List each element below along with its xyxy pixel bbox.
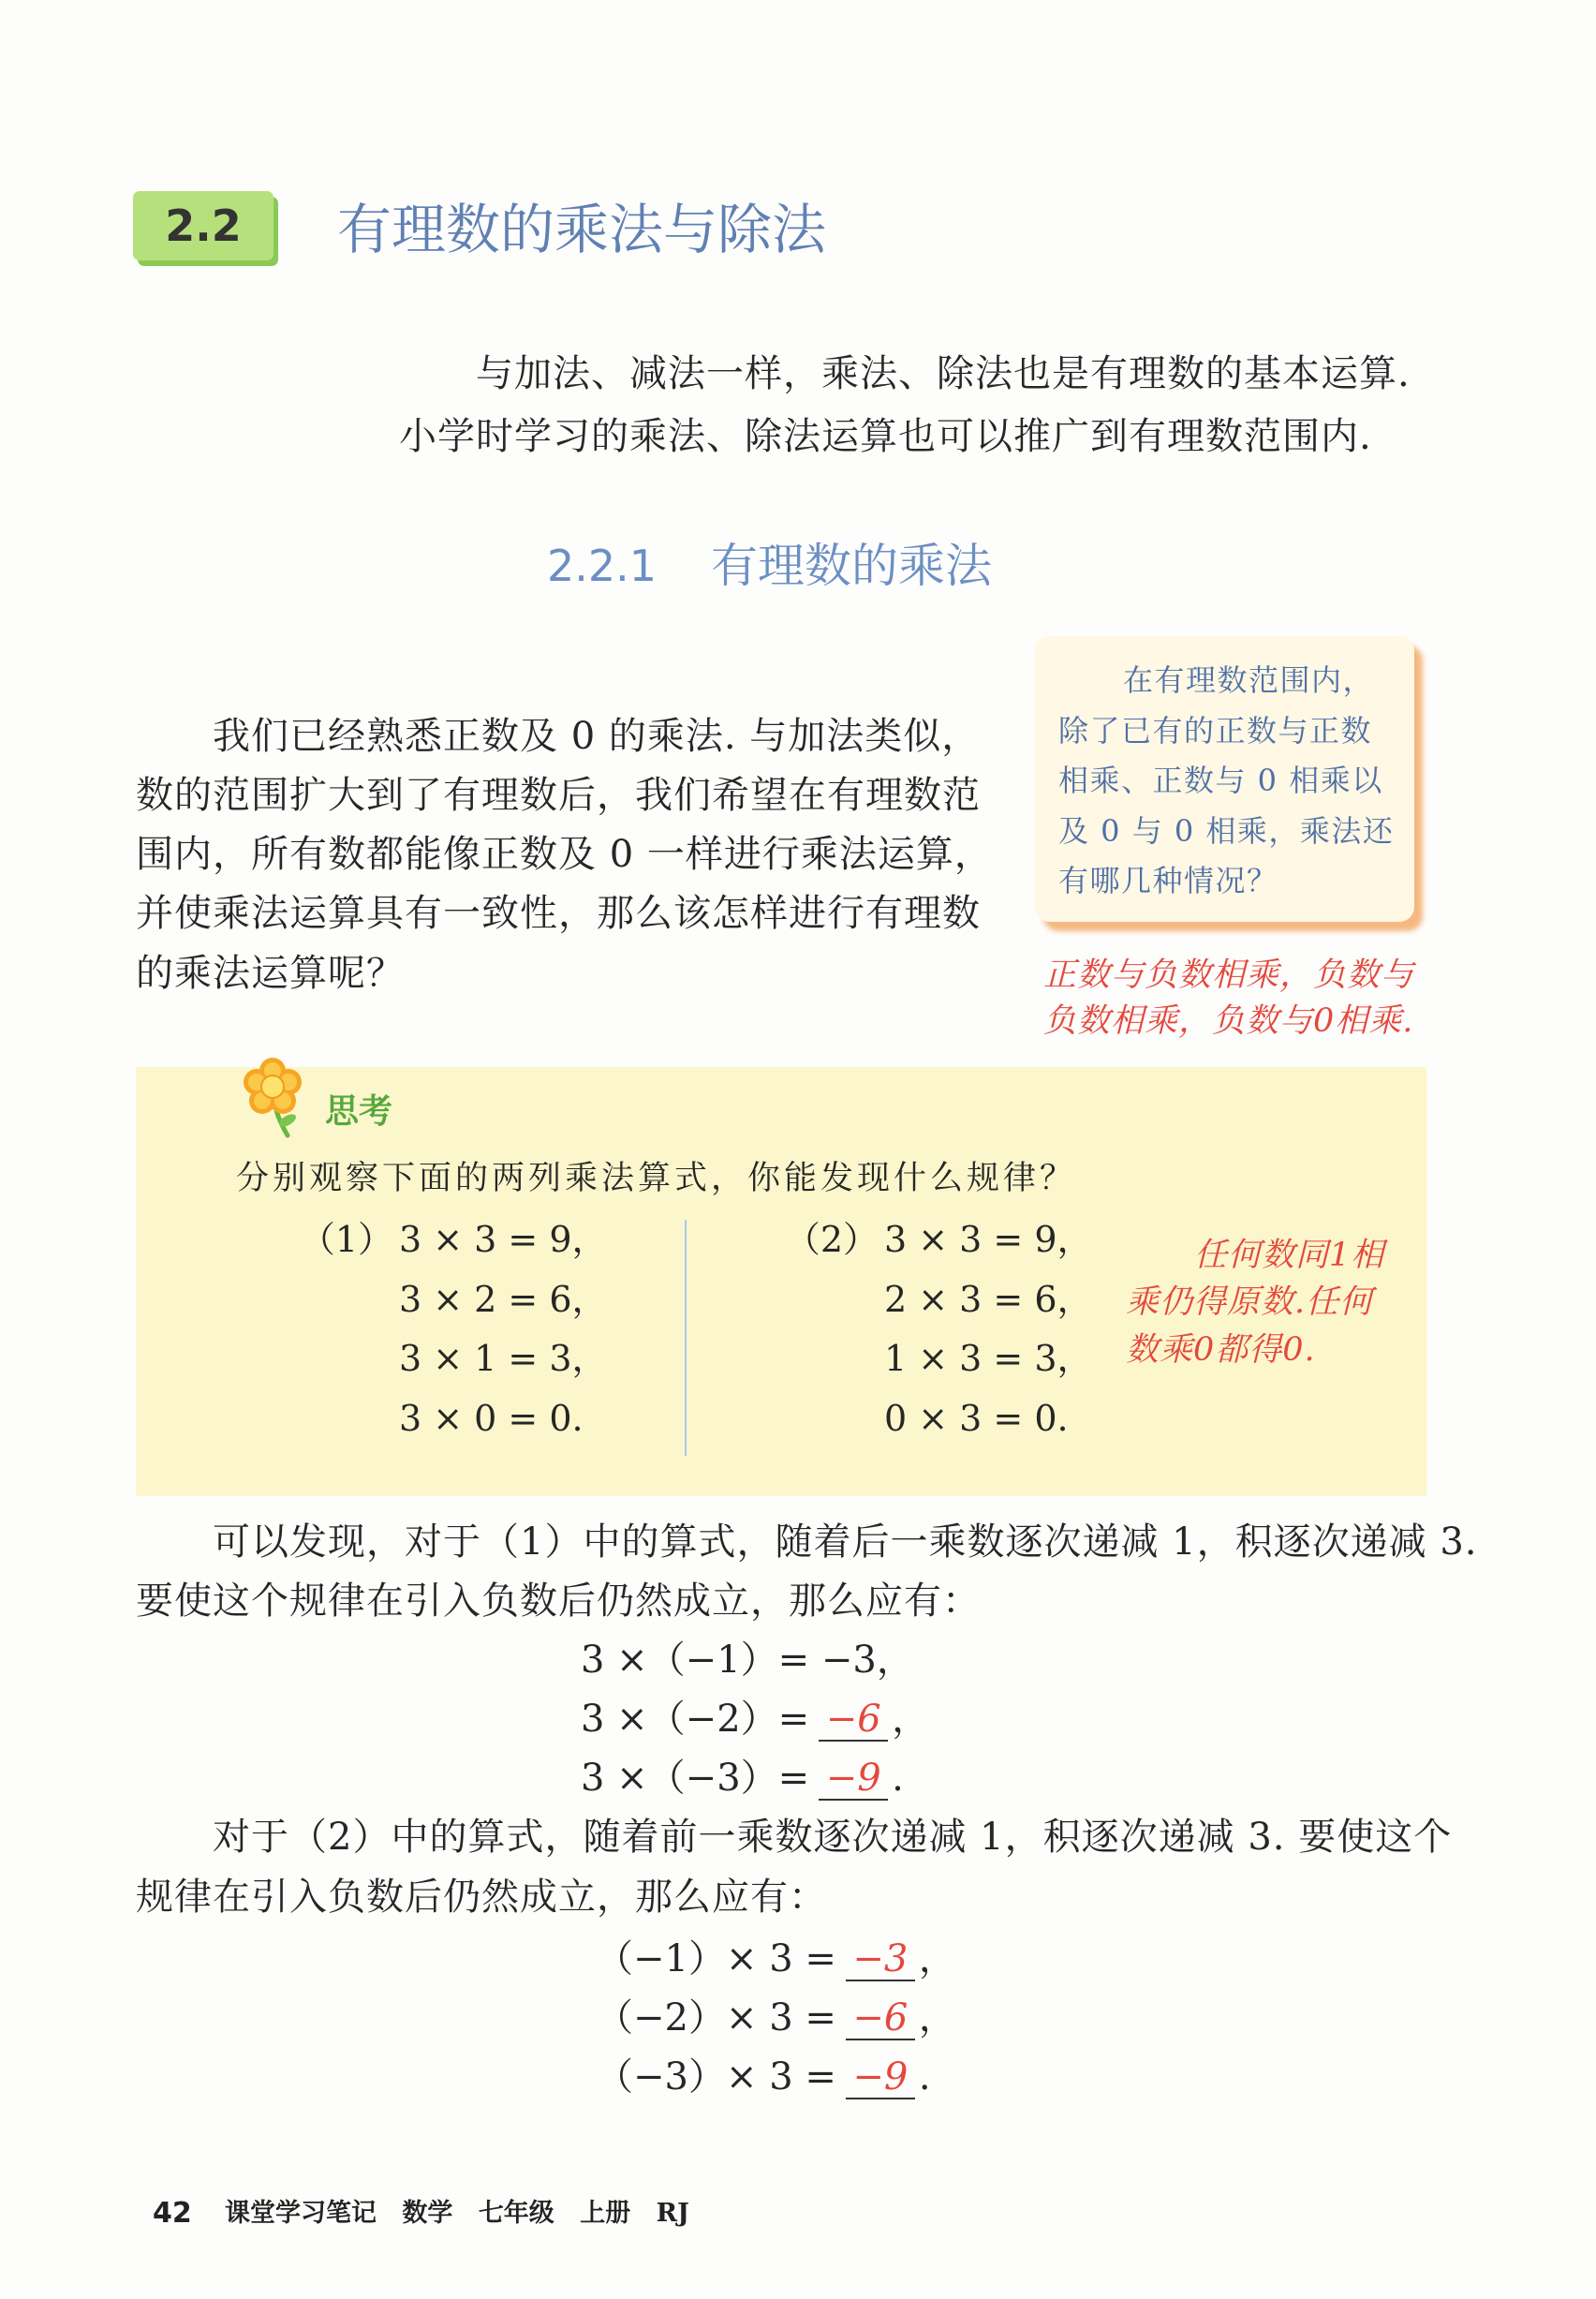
think-label: 思考	[325, 1092, 393, 1131]
equation-lhs: 3 ×（−3）=	[581, 1757, 810, 1800]
filled-blank-answer: −3	[846, 1938, 915, 1981]
paragraph-line: 数的范围扩大到了有理数后，我们希望在有理数范	[136, 774, 981, 817]
side-note-line: 有哪几种情况？	[1058, 863, 1278, 898]
equation-row	[596, 1930, 956, 1989]
filled-blank-answer: −9	[819, 1758, 888, 1801]
handwritten-answer-line: 正数与负数相乘，负数与	[1043, 957, 1415, 994]
paragraph-line: 对于（2）中的算式，随着前一乘数逐次递减 1，积逐次递减 3. 要使这个	[213, 1816, 1453, 1859]
footer-volume: 上册	[580, 2199, 631, 2228]
handwritten-note-line: 数乘0都得0.	[1126, 1331, 1316, 1369]
side-note-line: 相乘、正数与 0 相乘以	[1058, 763, 1383, 798]
column-divider	[685, 1220, 687, 1456]
paragraph-line: 并使乘法运算具有一致性，那么该怎样进行有理数	[136, 892, 981, 935]
footer-book: 课堂学习笔记	[225, 2199, 377, 2228]
column-row	[784, 1210, 1093, 1270]
paragraph-line: 围内，所有数都能像正数及 0 一样进行乘法运算，	[136, 833, 993, 876]
handwritten-note-line: 任何数同1相	[1194, 1237, 1385, 1274]
equation-lhs: （−1）× 3 =	[596, 1937, 836, 1980]
section-number-badge	[133, 191, 273, 260]
column-row	[299, 1210, 608, 1270]
equation-row	[581, 1690, 929, 1749]
column-equation: 3 × 3 = 9，	[884, 1219, 1093, 1260]
side-note-line: 及 0 与 0 相乘，乘法还	[1058, 812, 1395, 849]
section-number: 2.2	[165, 200, 242, 251]
footer-grade: 七年级	[478, 2199, 554, 2228]
side-note-line: 在有理数范围内，	[1123, 662, 1375, 698]
column-row	[884, 1329, 1093, 1389]
equation-row	[596, 2048, 956, 2107]
section-title: 有理数的乘法与除法	[337, 198, 827, 261]
column-row	[399, 1270, 608, 1330]
equation-lhs: （−3）× 3 =	[596, 2055, 836, 2099]
column-equation: 2 × 3 = 6，	[884, 1278, 1093, 1320]
handwritten-note-line: 乘仍得原数.任何	[1126, 1283, 1374, 1321]
equation-column-2	[784, 1210, 1093, 1448]
paragraph-line: 我们已经熟悉正数及 0 的乘法. 与加法类似，	[213, 715, 981, 758]
equation-punct: ，	[918, 1996, 956, 2039]
column-label: （1）	[299, 1219, 393, 1260]
equation-punct: .	[892, 1757, 904, 1800]
equation-lhs: 3 ×（−2）=	[581, 1698, 810, 1741]
column-equation: 3 × 1 = 3，	[399, 1338, 608, 1379]
equation-block-2	[596, 1930, 956, 2107]
paragraph-line: 规律在引入负数后仍然成立，那么应有：	[136, 1876, 827, 1919]
footer-book-info	[225, 2197, 706, 2231]
subsection-title: 有理数的乘法	[711, 539, 992, 593]
equation-column-1	[299, 1210, 608, 1448]
column-equation: 3 × 2 = 6，	[399, 1278, 608, 1320]
column-row	[399, 1389, 608, 1449]
equation-row	[581, 1749, 929, 1808]
intro-line: 与加法、减法一样，乘法、除法也是有理数的基本运算.	[476, 352, 1411, 395]
filled-blank-answer: −6	[846, 1997, 915, 2040]
column-equation: 3 × 0 = 0.	[399, 1397, 584, 1439]
intro-line: 小学时学习的乘法、除法运算也可以推广到有理数范围内.	[399, 415, 1372, 458]
column-equation: 1 × 3 = 3，	[884, 1338, 1093, 1379]
equation-block-1	[581, 1631, 929, 1808]
paragraph-line: 可以发现，对于（1）中的算式，随着后一乘数逐次递减 1，积逐次递减 3.	[213, 1520, 1478, 1564]
paragraph-line: 要使这个规律在引入负数后仍然成立，那么应有：	[136, 1580, 981, 1623]
column-row	[884, 1270, 1093, 1330]
paragraph-line: 的乘法运算呢？	[136, 952, 405, 995]
page-number: 42	[153, 2197, 192, 2230]
flower-icon	[233, 1055, 314, 1139]
column-equation: 0 × 3 = 0.	[884, 1397, 1069, 1439]
think-prompt: 分别观察下面的两列乘法算式，你能发现什么规律？	[236, 1160, 1077, 1197]
column-row	[884, 1389, 1093, 1449]
side-note-box	[1035, 636, 1414, 922]
equation-row	[596, 1989, 956, 2048]
equation-punct: ，	[892, 1698, 930, 1741]
subsection-number: 2.2.1	[547, 541, 658, 591]
footer-subject: 数学	[402, 2199, 453, 2228]
filled-blank-answer: −9	[846, 2056, 915, 2099]
equation-punct: ，	[918, 1937, 956, 1980]
column-equation: 3 × 3 = 9，	[399, 1219, 608, 1260]
equation-punct: .	[918, 2055, 931, 2099]
column-row	[399, 1329, 608, 1389]
equation-lhs: （−2）× 3 =	[596, 1996, 836, 2039]
filled-blank-answer: −6	[819, 1698, 888, 1742]
footer-edition: RJ	[656, 2199, 689, 2228]
side-note-line: 除了已有的正数与正数	[1058, 712, 1373, 749]
equation-row: 3 ×（−1）= −3，	[581, 1639, 914, 1682]
column-label: （2）	[784, 1219, 879, 1260]
handwritten-answer-line: 负数相乘，负数与0相乘.	[1043, 1002, 1414, 1040]
